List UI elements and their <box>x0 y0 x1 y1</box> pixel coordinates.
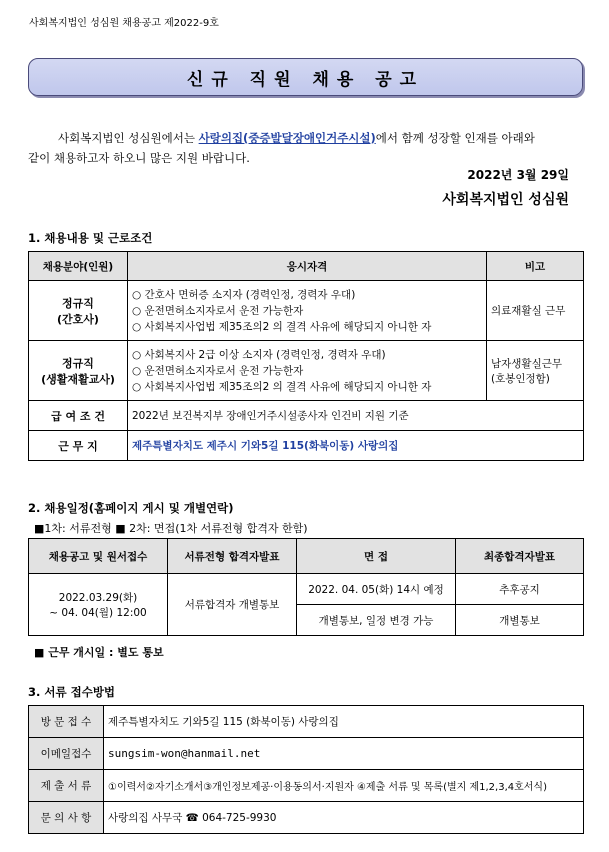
section1-heading: 1. 채용내용 및 근로조건 <box>28 231 153 245</box>
start-date-notice: ■ 근무 개시일 : 별도 통보 <box>34 646 164 659</box>
header-application: 채용공고 및 원서접수 <box>29 539 168 574</box>
intro-text-2: 에서 함께 성장할 인재를 아래와 <box>375 131 535 145</box>
doc-result-value: 서류합격자 개별통보 <box>168 574 297 636</box>
table-row <box>29 738 584 770</box>
qualification-teacher: ○ 사회복지사 2급 이상 소지자 (경력인정, 경력자 우대) ○ 운전면허소지자로서 운전 가능한자 ○ 사회복지사업법 제35조의2 의 결격 사유에 해당되지 아니한 자 <box>128 341 487 401</box>
visit-value: 제주특별자치도 기와5길 115 (화북이동) 사랑의집 <box>104 706 584 738</box>
email-label: 이메일접수 <box>29 738 104 770</box>
documents-label: 제 출 서 류 <box>29 770 104 802</box>
table-row <box>29 770 584 802</box>
announcement-date: 2022년 3월 29일 <box>467 168 569 182</box>
table-header-row <box>29 539 584 574</box>
document-number: 사회복지법인 성심원 채용공고 제2022-9호 <box>29 18 219 29</box>
category-teacher: 정규직 (생활재활교사) <box>29 341 128 401</box>
table-header-row <box>29 252 584 281</box>
table-row <box>29 341 584 401</box>
section2-heading: 2. 채용일정(홈페이지 게시 및 개별연락) <box>28 501 234 515</box>
inquiry-value: 사랑의집 사무국 ☎ 064-725-9930 <box>104 802 584 834</box>
table-row <box>29 281 584 341</box>
header-interview: 면 접 <box>297 539 456 574</box>
schedule-note: ■1차: 서류전형 ■ 2차: 면접(1차 서류전형 합격자 한함) <box>34 522 308 535</box>
table-row <box>29 431 584 461</box>
title-banner <box>28 58 583 96</box>
table-row <box>29 802 584 834</box>
visit-label: 방 문 접 수 <box>29 706 104 738</box>
salary-value: 2022년 보건복지부 장애인거주시설종사자 인건비 지원 기준 <box>128 401 584 431</box>
qualification-nurse: ○ 간호사 면허증 소지자 (경력인정, 경력자 우대) ○ 운전면허소지자로서 운전 가능한자 ○ 사회복지사업법 제35조의2 의 결격 사유에 해당되지 아니한 자 <box>128 281 487 341</box>
header-category: 채용분야(인원) <box>29 252 128 281</box>
organization-name: 사회복지법인 성심원 <box>442 192 569 208</box>
table-row <box>29 706 584 738</box>
interview-note: 개별통보, 일정 변경 가능 <box>297 605 456 636</box>
salary-label: 급 여 조 건 <box>29 401 128 431</box>
documents-value: ①이력서②자기소개서③개인정보제공·이용동의서·지원자 ④제출 서류 및 목록(별지 제1,2,3,4호서식) <box>104 770 584 802</box>
facility-link: 사랑의집(중증발달장애인거주시설) <box>198 131 376 145</box>
header-final-result: 최종합격자발표 <box>456 539 584 574</box>
intro-text-3: 같이 채용하고자 하오니 많은 지원 바랍니다. <box>28 151 250 165</box>
application-period: 2022.03.29(화) ~ 04. 04(월) 12:00 <box>29 574 168 636</box>
page-title: 신규 직원 채용 공고 <box>186 69 425 90</box>
workplace-value: 제주특별자치도 제주시 기와5길 115(화북이동) 사랑의집 <box>128 431 584 461</box>
submission-table <box>28 705 584 834</box>
workplace-label: 근 무 지 <box>29 431 128 461</box>
schedule-table <box>28 538 584 636</box>
header-qualification: 응시자격 <box>128 252 487 281</box>
final-result-1: 추후공지 <box>456 574 584 605</box>
inquiry-label: 문 의 사 항 <box>29 802 104 834</box>
table-row <box>29 574 584 605</box>
intro-text-1: 사회복지법인 성심원에서는 <box>58 131 199 145</box>
table-row <box>29 401 584 431</box>
section3-heading: 3. 서류 접수방법 <box>28 685 116 699</box>
email-value: sungsim-won@hanmail.net <box>104 738 584 770</box>
recruitment-table <box>28 251 584 461</box>
header-note: 비고 <box>487 252 584 281</box>
note-nurse: 의료재활실 근무 <box>487 281 584 341</box>
header-doc-result: 서류전형 합격자발표 <box>168 539 297 574</box>
interview-date: 2022. 04. 05(화) 14시 예정 <box>297 574 456 605</box>
intro-paragraph <box>28 128 583 168</box>
final-result-2: 개별통보 <box>456 605 584 636</box>
category-nurse: 정규직 (간호사) <box>29 281 128 341</box>
note-teacher: 남자생활실근무 (호봉인정함) <box>487 341 584 401</box>
